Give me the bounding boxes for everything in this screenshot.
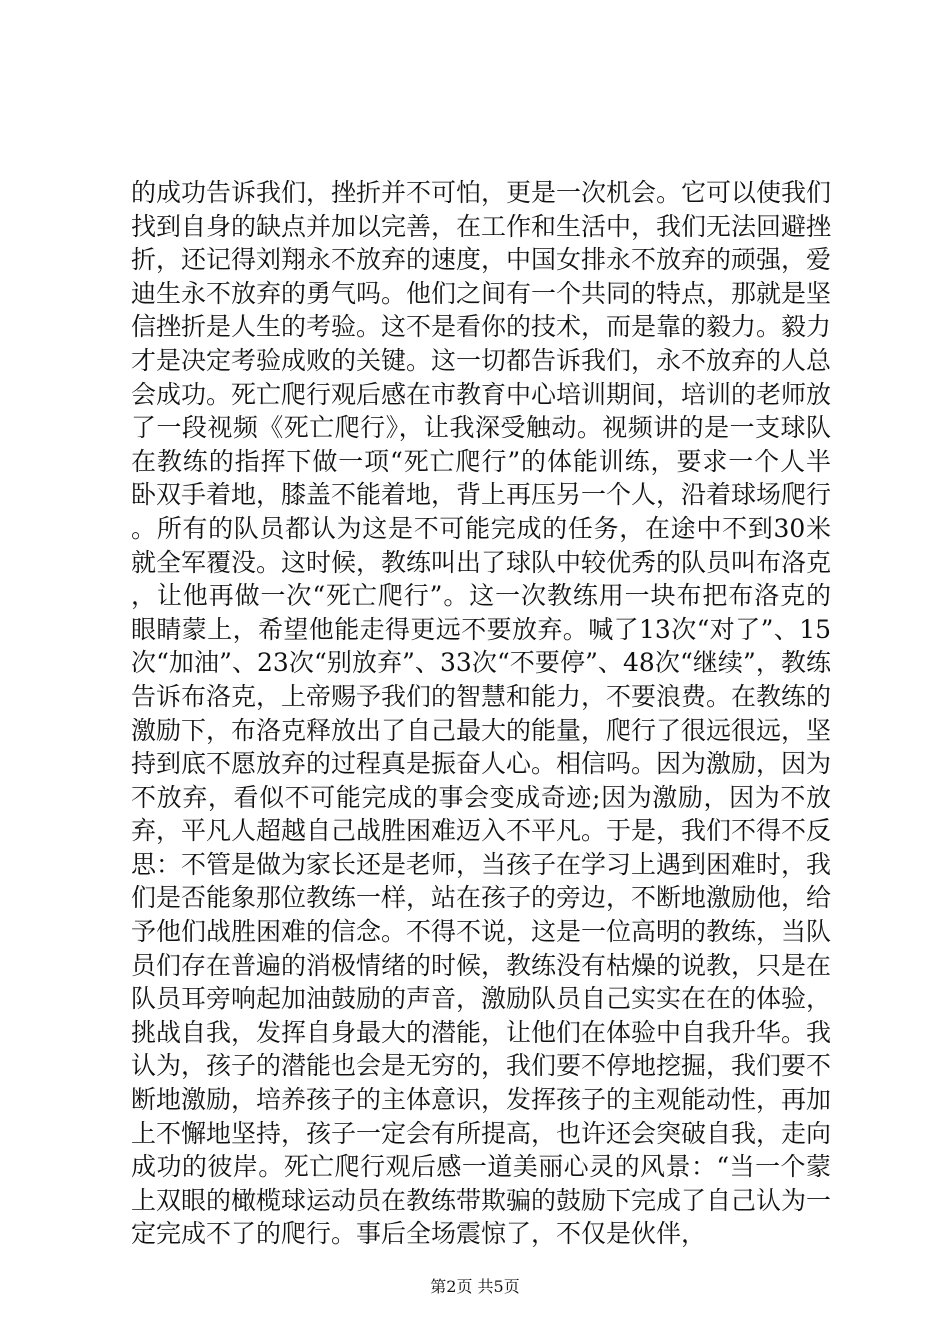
page-number-footer: 第2页 共5页 <box>430 1277 520 1296</box>
body-paragraph: 的成功告诉我们，挫折并不可怕，更是一次机会。它可以使我们找到自身的缺点并加以完善，在工作和生活中，我们无法回避挫折，还记得刘翔永不放弃的速度，中国女排永不放弃的顽强，爱迪生永不放弃的勇气吗。他们之间有一个共同的特点，那就是坚信挫折是人生的考验。这不是看你的技术，而是靠的毅力。毅力才是决定考验成败的关键。这一切都告诉我们，永不放弃的人总会成功。死亡爬行观后感在市教育中心培训期间，培训的老师放了一段视频《死亡爬行》，让我深受触动。视频讲的是一支球队在教练的指挥下做一项“死亡爬行”的体能训练，要求一个人半卧双手着地，膝盖不能着地，背上再压另一个人，沿着球场爬行。所有的队员都认为这是不可能完成的任务，在途中不到30米就全军覆没。这时候，教练叫出了球队中较优秀的队员叫布洛克，让他再做一次“死亡爬行”。这一次教练用一块布把布洛克的眼睛蒙上，希望他能走得更远不要放弃。喊了13次“对了”、15次“加油”、23次“别放弃”、33次“不要停”、48次“继续”，教练告诉布洛克，上帝赐予我们的智慧和能力，不要浪费。在教练的激励下，布洛克释放出了自己最大的能量，爬行了很远很远，坚持到底不愿放弃的过程真是振奋人心。相信吗。因为激励，因为不放弃，看似不可能完成的事会变成奇迹;因为激励，因为不放弃，平凡人超越自己战胜困难迈入不平凡。于是，我们不得不反思：不管是做为家长还是老师，当孩子在学习上遇到困难时，我们是否能象那位教练一样，站在孩子的旁边，不断地激励他，给予他们战胜困难的信念。不得不说，这是一位高明的教练，当队员们存在普遍的消极情绪的时候，教练没有枯燥的说教，只是在队员耳旁响起加油鼓励的声音，激励队员自己实实在在的体验，挑战自我，发挥自身最大的潜能，让他们在体验中自我升华。我认为，孩子的潜能也会是无穷的，我们要不停地挖掘，我们要不断地激励，培养孩子的主体意识，发挥孩子的主观能动性，再加上不懈地坚持，孩子一定会有所提高，也许还会突破自我，走向成功的彼岸。死亡爬行观后感一道美丽心灵的风景：“当一个蒙上双眼的橄榄球运动员在教练带欺骗的鼓励下完成了自己认为一定完成不了的爬行。事后全场震惊了，不仅是伙伴， <box>131 178 832 1249</box>
